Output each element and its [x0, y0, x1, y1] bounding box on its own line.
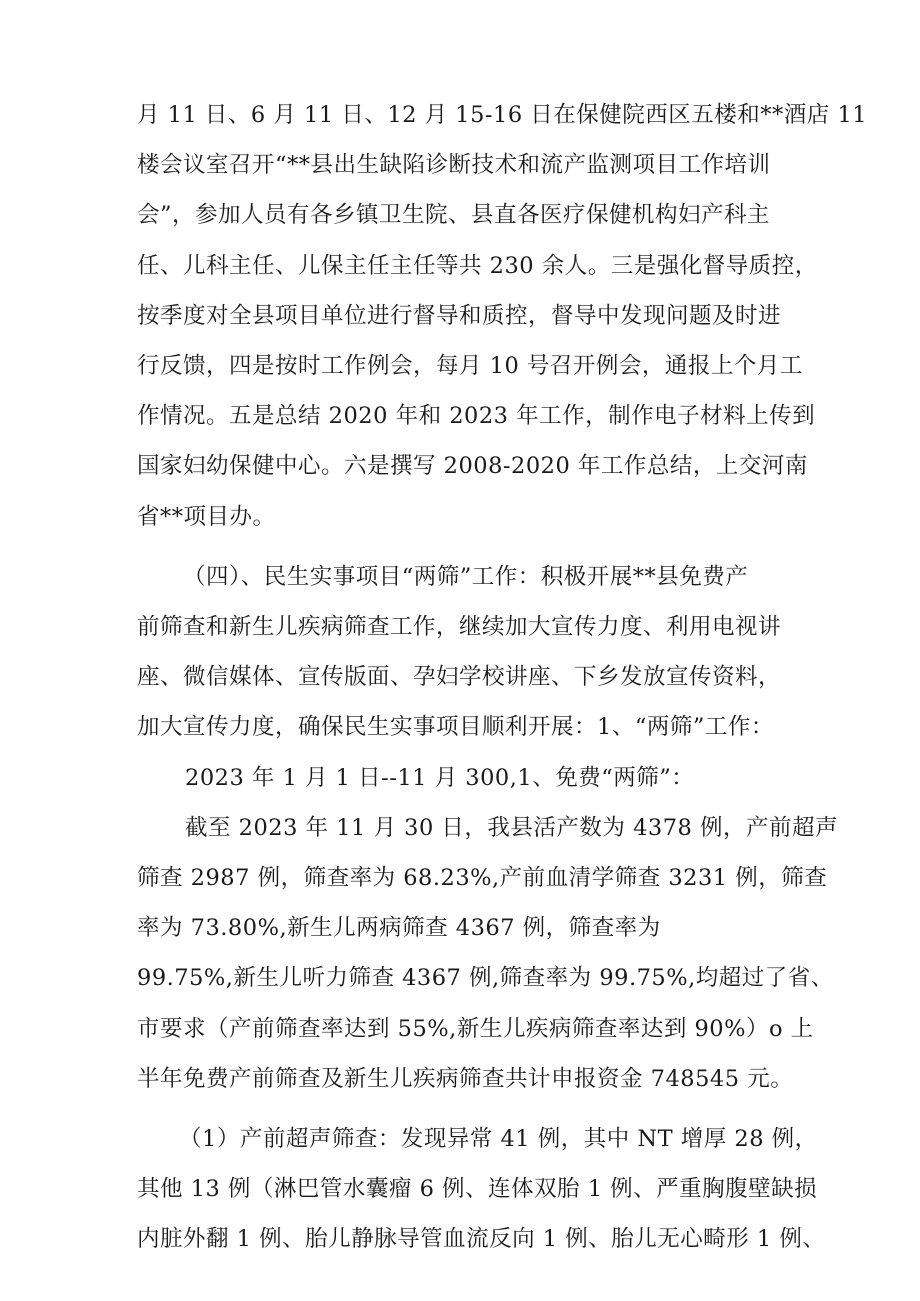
text-line-5: 按季度对全县项目单位进行督导和质控，督导中发现问题及时进: [137, 302, 782, 329]
text-line-8: 国家妇幼保健中心。六是撰写 2008-2020 年工作总结，上交河南: [137, 453, 808, 480]
text-line-12: 座、微信媒体、宣传版面、孕妇学校讲座、下乡发放宣传资料，: [137, 664, 782, 691]
text-line-6: 行反馈，四是按时工作例会，每月 10 号召开例会，通报上个月工: [137, 353, 803, 379]
text-line-22: 其他 13 例（淋巴管水囊瘤 6 例、连体双胎 1 例、严重胸腹壁缺损: [137, 1176, 818, 1203]
text-line-18: 99.75%,新生儿听力筛查 4367 例,筛查率为 99.75%,均超过了省、: [137, 965, 834, 992]
text-line-21: （1）产前超声筛查：发现异常 41 例，其中 NT 增厚 28 例，: [179, 1126, 818, 1152]
text-line-16: 筛查 2987 例，筛查率为 68.23%,产前血清学筛查 3231 例，筛查: [137, 865, 828, 891]
text-line-4: 任、儿科主任、儿保主任主任等共 230 余人。三是强化督导质控，: [137, 252, 818, 279]
text-line-1: 月 11 日、6 月 11 日、12 月 15-16 日在保健院西区五楼和**酒店 11: [137, 102, 868, 128]
text-line-3: 会”，参加人员有各乡镇卫生院、县直各医疗保健机构妇产科主: [137, 202, 771, 229]
text-line-20: 半年免费产前筛查及新生儿疾病筛查共计申报资金 748545 元。: [137, 1065, 794, 1092]
text-line-9: 省**项目办。: [137, 503, 276, 530]
text-line-13: 加大宣传力度，确保民生实事项目顺利开展：1、“两筛”工作：: [137, 714, 774, 741]
text-line-23: 内脏外翻 1 例、胎儿静脉导管血流反向 1 例、胎儿无心畸形 1 例、: [137, 1226, 826, 1253]
text-line-17: 率为 73.80%,新生儿两病筛查 4367 例，筛查率为: [137, 915, 661, 942]
text-line-7: 作情况。五是总结 2020 年和 2023 年工作，制作电子材料上传到: [137, 403, 816, 430]
text-line-11: 前筛查和新生儿疾病筛查工作，继续加大宣传力度、利用电视讲: [137, 614, 782, 640]
text-line-2: 楼会议室召开“**县出生缺陷诊断技术和流产监测项目工作培训: [137, 152, 771, 179]
section-heading-line: （四）、民生实事项目“两筛”工作：积极开展**县免费产: [183, 563, 749, 590]
text-line-15: 截至 2023 年 11 月 30 日，我县活产数为 4378 例，产前超声: [185, 814, 838, 841]
text-line-14: 2023 年 1 月 1 日--11 月 300,1、免费“两筛”：: [185, 764, 695, 791]
text-line-19: 市要求（产前筛查率达到 55%,新生儿疾病筛查率达到 90%）o 上: [137, 1015, 814, 1042]
